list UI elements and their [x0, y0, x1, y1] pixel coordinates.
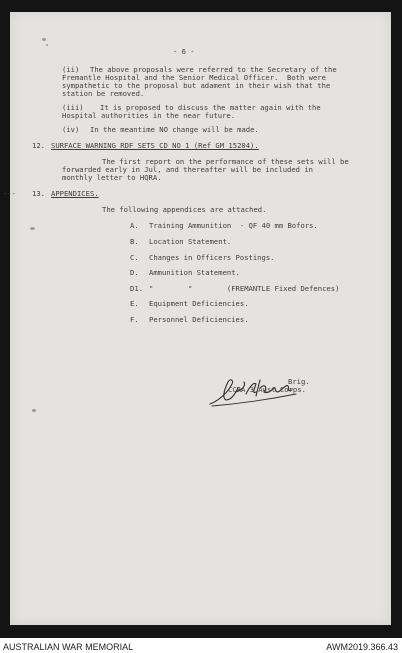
section-13-number: 13.	[32, 189, 45, 198]
appendix-title: Location Statement.	[149, 237, 232, 246]
appendix-title: Changes in Officers Postings.	[149, 253, 275, 262]
appendix-title: Personnel Deficiencies.	[149, 315, 249, 324]
para-iii-line: Hospital authorities in the near future.	[62, 111, 236, 120]
appendix-letter: B.	[130, 237, 139, 246]
appendix-title: Training Ammunition - QF 40 mm Bofors.	[149, 221, 318, 230]
paper-speck	[42, 38, 46, 41]
footer-institution: AUSTRALIAN WAR MEMORIAL	[3, 642, 134, 652]
para-ii-line: The above proposals were referred to the Secretary of the	[90, 65, 337, 74]
signatory-rank: Brig.	[288, 377, 310, 386]
para-iii-label: (iii)	[62, 103, 84, 112]
appendix-title: Equipment Deficiencies.	[149, 299, 249, 308]
para-iv-label: (iv)	[62, 125, 80, 134]
document-page	[3, 12, 391, 625]
section-12-heading: SURFACE WARNING RDF SETS CD NO 1 (Ref GM 15204).	[51, 141, 259, 150]
appendix-title: Ammunition Statement.	[149, 268, 240, 277]
appendix-letter: F.	[130, 315, 139, 324]
appendix-letter: D.	[130, 268, 139, 277]
appendix-title: " " (FREMANTLE Fixed Defences)	[149, 284, 340, 293]
section-12-line: forwarded early in Jul, and thereafter will be included in	[62, 165, 313, 174]
paper-speck	[32, 409, 36, 412]
para-ii-label: (ii)	[62, 65, 80, 74]
section-12-number: 12.	[32, 141, 45, 150]
appendices-intro: The following appendices are attached.	[102, 205, 267, 214]
para-iii-line: It is proposed to discuss the matter again with the	[100, 103, 321, 112]
section-13-heading: APPENDICES.	[51, 189, 99, 198]
page-number: - 6 -	[173, 47, 195, 56]
appendix-letter: C.	[130, 253, 139, 262]
footer-reference: AWM2019.366.43	[326, 642, 398, 652]
section-12-line: monthly letter to HQRA.	[62, 173, 162, 182]
paper-speck	[46, 44, 48, 46]
para-iv-line: In the meantime NO change will be made.	[90, 125, 259, 134]
para-ii-line: station be removed.	[62, 89, 145, 98]
margin-mark: ---	[3, 189, 16, 198]
paper-speck	[30, 227, 35, 230]
appendix-letter: E.	[130, 299, 139, 308]
section-12-line: The first report on the performance of these sets will be	[102, 157, 349, 166]
appendix-letter: A.	[130, 221, 139, 230]
signatory-title: CCRA 3 Aust Corps.	[228, 385, 306, 394]
para-ii-line: Fremantle Hospital and the Senior Medical Officer. Both were	[62, 73, 326, 82]
archive-footer	[0, 638, 402, 653]
para-ii-line: sympathetic to the proposal but adament in their wish that the	[62, 81, 331, 90]
appendix-letter: D1.	[130, 284, 143, 293]
